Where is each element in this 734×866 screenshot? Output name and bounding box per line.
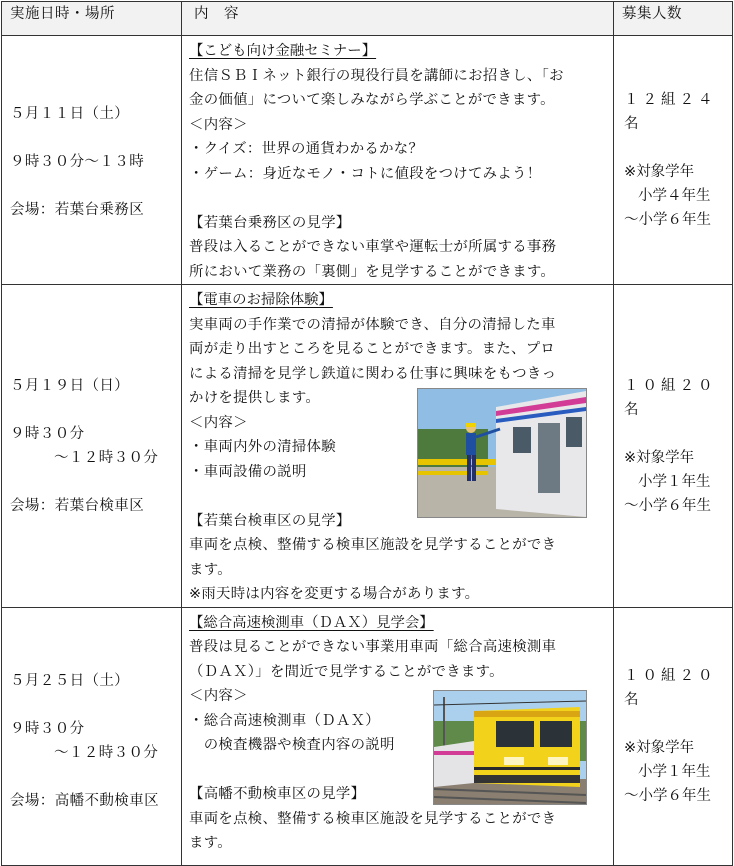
content-line: の検査機器や検査内容の説明 bbox=[189, 737, 395, 753]
content-cell bbox=[182, 607, 614, 865]
date-place-cell bbox=[2, 607, 182, 865]
date-place-cell bbox=[2, 36, 182, 285]
content-line: 住信ＳＢＩネット銀行の現役行員を講師にお招きし、「お bbox=[189, 67, 564, 84]
content-line: 普段は入ることができない車掌や運転士が所属する事務 bbox=[189, 239, 557, 255]
content-line: ＜内容＞ bbox=[189, 688, 248, 704]
event-row bbox=[2, 607, 733, 865]
event-time-end: ～１２時３０分 bbox=[54, 745, 159, 761]
target-from: 小学４年生 bbox=[638, 188, 711, 204]
capacity-cell bbox=[614, 607, 733, 865]
event-title: 【こども向け金融セミナー】 bbox=[189, 43, 377, 59]
event-date: ５月１９日（日） bbox=[10, 377, 130, 394]
content-line: による清掃を見学し鉄道に関わる仕事に興味をもつきっ bbox=[189, 365, 557, 382]
event-title: 【電車のお掃除体験】 bbox=[189, 292, 333, 308]
event-venue: 会場：若葉台乗務区 bbox=[10, 202, 145, 218]
capacity-cell bbox=[614, 36, 733, 285]
target-label: ※対象学年 bbox=[624, 740, 695, 756]
content-line: 普段は見ることができない事業用車両「総合高速検測車 bbox=[189, 639, 557, 655]
content-subheading: 【若葉台検車区の見学】 bbox=[189, 512, 351, 529]
event-title: 【総合高速検測車（ＤＡＸ）見学会】 bbox=[189, 614, 434, 631]
event-time: ９時３０分 bbox=[10, 721, 85, 737]
content-line: ＜内容＞ bbox=[189, 116, 248, 133]
header-date-place: 実施日時・場所 bbox=[2, 2, 182, 36]
capacity-count: １２組２４名 bbox=[624, 92, 717, 132]
event-time: ９時３０分～１３時 bbox=[10, 154, 145, 170]
event-schedule-table bbox=[1, 1, 733, 866]
event-time: ９時３０分 bbox=[10, 425, 85, 442]
content-line: 所において業務の「裏側」を見学することができます。 bbox=[189, 263, 556, 280]
content-line: 車両を点検、整備する検車区施設を見学することができ bbox=[189, 810, 557, 827]
event-venue: 会場：若葉台検車区 bbox=[10, 497, 145, 514]
content-line: かけを提供します。 bbox=[189, 390, 321, 406]
target-from: 小学１年生 bbox=[638, 764, 711, 780]
header-content: 内 容 bbox=[182, 2, 614, 36]
capacity-count: １０組２０名 bbox=[624, 377, 717, 418]
header-capacity: 募集人数 bbox=[614, 2, 733, 36]
content-line: ・車両設備の説明 bbox=[189, 463, 307, 480]
content-subheading: 【高幡不動検車区の見学】 bbox=[189, 786, 366, 802]
target-to: ～小学６年生 bbox=[624, 788, 711, 804]
header-row bbox=[2, 2, 733, 36]
content-note: ※雨天時は内容を変更する場合があります。 bbox=[189, 586, 480, 602]
train-cleaning-photo bbox=[417, 388, 587, 518]
content-line: ます。 bbox=[189, 561, 232, 578]
target-from: 小学１年生 bbox=[638, 473, 711, 490]
content-line: 車両を点検、整備する検車区施設を見学することができ bbox=[189, 537, 557, 553]
target-to: ～小学６年生 bbox=[624, 497, 711, 514]
dax-train-photo bbox=[433, 690, 587, 805]
event-date: ５月１１日（土） bbox=[10, 106, 130, 122]
capacity-count: １０組２０名 bbox=[624, 668, 717, 708]
content-cell bbox=[182, 285, 614, 608]
content-line: ます。 bbox=[189, 835, 232, 851]
capacity-cell bbox=[614, 285, 733, 608]
content-line: 金の価値」について楽しみながら学ぶことができます。 bbox=[189, 92, 555, 108]
content-line: 実車両の手作業での清掃が体験でき、自分の清掃した車 bbox=[189, 316, 556, 333]
content-line: （ＤＡＸ）」を間近で見学することができます。 bbox=[189, 663, 504, 680]
target-label: ※対象学年 bbox=[624, 449, 695, 466]
content-line: ・クイズ：世界の通貨わかるかな？ bbox=[189, 141, 424, 157]
target-to: ～小学６年生 bbox=[624, 212, 711, 228]
event-venue: 会場：高幡不動検車区 bbox=[10, 793, 159, 809]
event-row bbox=[2, 36, 733, 285]
content-subheading: 【若葉台乗務区の見学】 bbox=[189, 214, 351, 231]
content-line: 両が走り出すところを見ることができます。また、プロ bbox=[189, 341, 556, 357]
content-cell bbox=[182, 36, 614, 285]
content-line: ・総合高速検測車（ＤＡＸ） bbox=[189, 712, 380, 729]
content-line: ・ゲーム：身近なモノ・コトに値段をつけてみよう！ bbox=[189, 165, 542, 182]
target-label: ※対象学年 bbox=[624, 164, 695, 180]
content-line: ・車両内外の清掃体験 bbox=[189, 439, 336, 455]
event-time-end: ～１２時３０分 bbox=[54, 449, 159, 466]
content-line: ＜内容＞ bbox=[189, 414, 248, 431]
date-place-cell bbox=[2, 285, 182, 608]
event-row bbox=[2, 285, 733, 608]
event-date: ５月２５日（土） bbox=[10, 673, 130, 689]
